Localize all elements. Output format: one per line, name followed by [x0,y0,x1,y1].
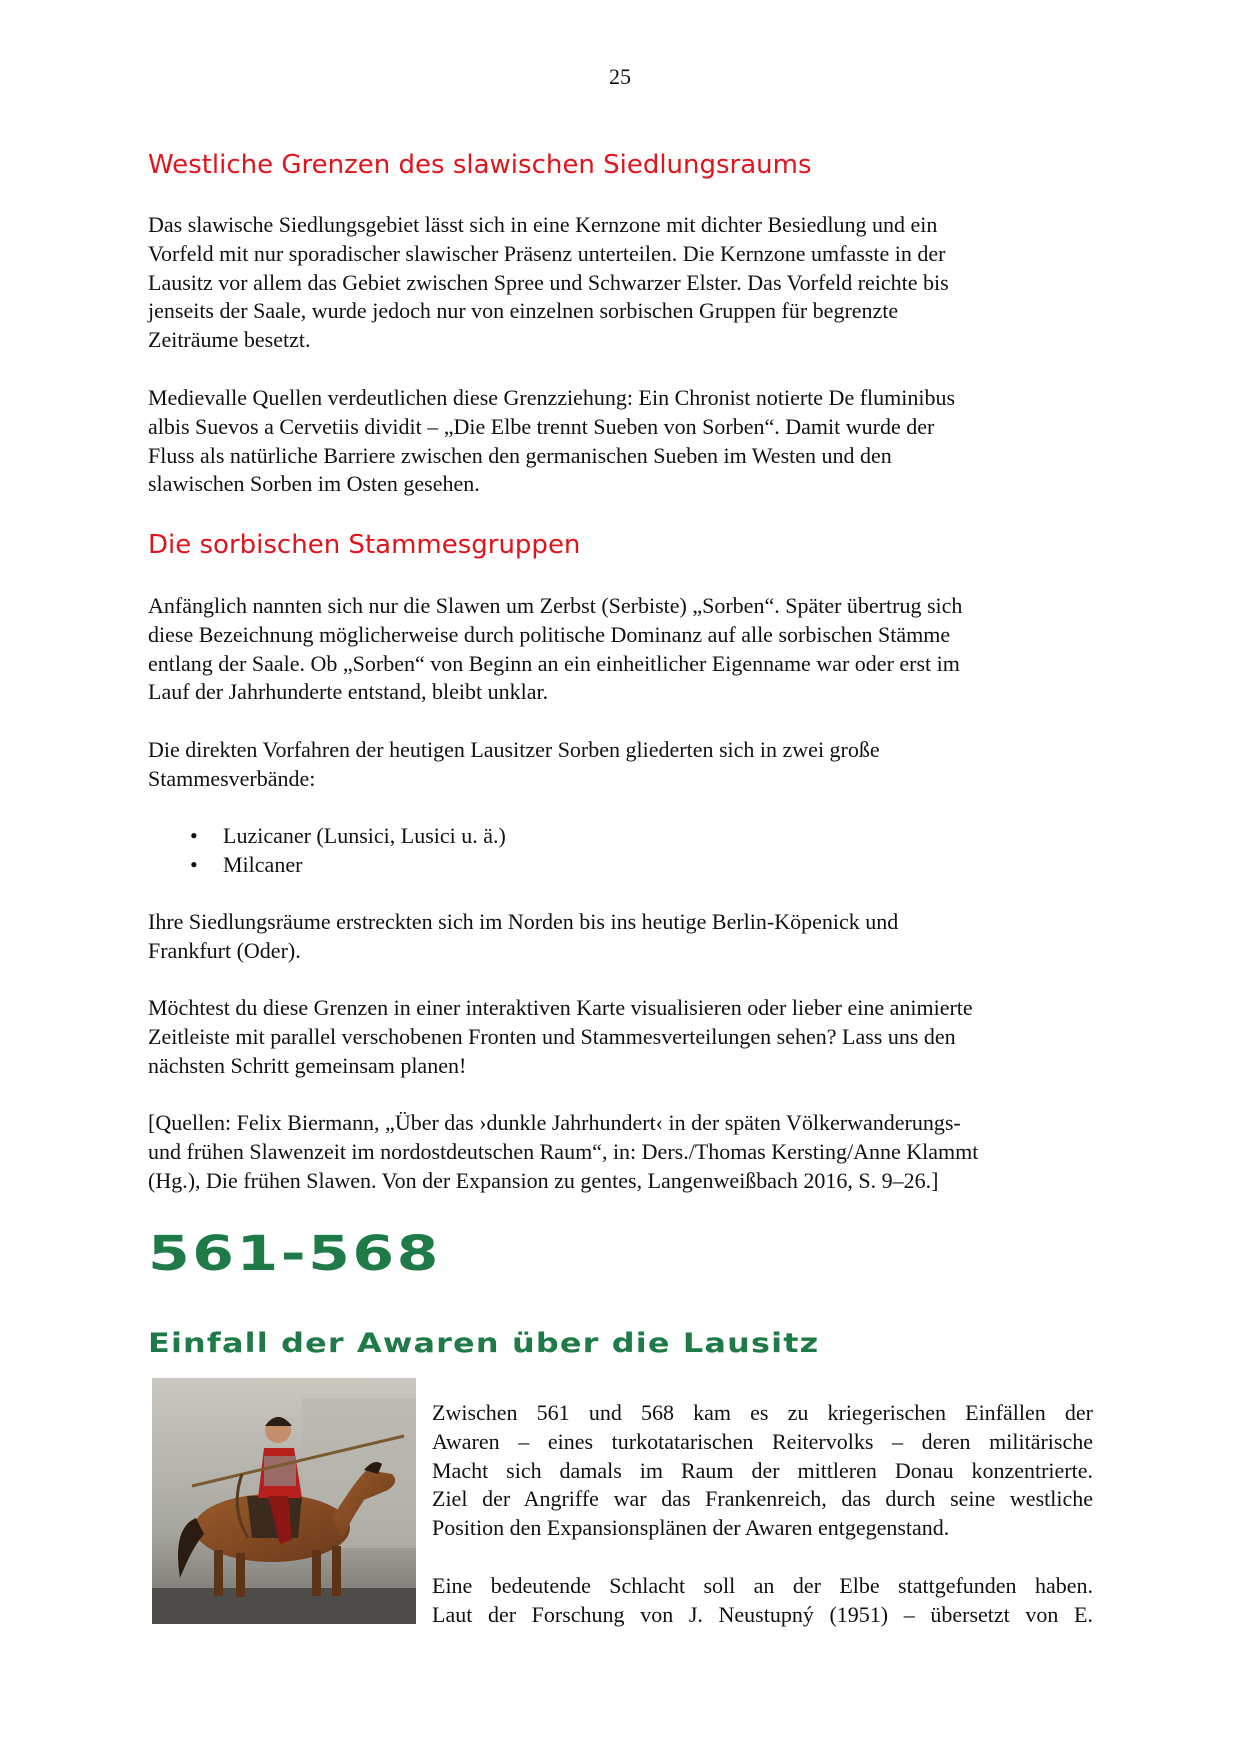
year-range-heading: 561-568 [148,1226,441,1282]
paragraph-sorben-name [148,592,1093,707]
text-line: Ihre Siedlungsräume erstreckten sich im Norden bis ins heutige Berlin-Köpenick und [148,909,899,934]
text-line: Eine bedeutende Schlacht soll an der Elbe stattgefunden haben. [432,1573,1093,1598]
text-line: Frankfurt (Oder). [148,937,301,963]
list-item-label: Milcaner [223,851,303,877]
section-heading-awars: Einfall der Awaren über die Lausitz [148,1328,820,1359]
page-number: 25 [609,64,631,89]
text-line: Macht sich damals im Raum der mittleren Donau konzentrierte. [432,1457,1093,1483]
section-heading-sorbian-tribes: Die sorbischen Stammesgruppen [148,530,581,560]
text-line: Vorfeld mit nur sporadischer slawischer Präsenz unterteilen. Die Kernzone umfasste in der [148,240,946,266]
text-line: Fluss als natürliche Barriere zwischen den germanischen Sueben im Westen und den [148,442,892,468]
list-item [148,851,1048,880]
text-line: Stammesverbände: [148,765,316,791]
awar-horseman-image [152,1378,416,1624]
text-line: Position den Expansionsplänen der Awaren entgegenstand. [432,1515,950,1541]
text-line: Zwischen 561 und 568 kam es zu kriegerischen Einfällen der [432,1400,1093,1425]
text-line: Das slawische Siedlungsgebiet lässt sich in eine Kernzone mit dichter Besiedlung und ein [148,212,938,237]
text-line: diese Bezeichnung möglicherweise durch politische Dominanz auf alle sorbischen Stämme [148,621,951,647]
section-heading-west-borders: Westliche Grenzen des slawischen Siedlungsraums [148,150,812,180]
paragraph-settlement-areas [148,908,1093,966]
text-line: Zeitleiste mit parallel verschobenen Fronten und Stammesverteilungen sehen? Lass uns den [148,1023,956,1049]
text-line: und frühen Slawenzeit im nordostdeutschen Raum“, in: Ders./Thomas Kersting/Anne Klammt [148,1138,979,1164]
paragraph-awar-raids [432,1399,1093,1543]
text-line: [Quellen: Felix Biermann, „Über das ›dunkle Jahrhundert‹ in der späten Völkerwanderungs- [148,1110,961,1135]
text-line: Ziel der Angriffe war das Frankenreich, das durch seine westliche [432,1486,1093,1512]
text-line: Möchtest du diese Grenzen in einer interaktiven Karte visualisieren oder lieber eine animierte [148,995,973,1020]
paragraph-next-step-question [148,994,1093,1080]
bullet-icon: • [190,851,198,877]
text-line: Lauf der Jahrhunderte entstand, bleibt unklar. [148,679,549,705]
text-line: entlang der Saale. Ob „Sorben“ von Beginn an ein einheitlicher Eigenname war oder erst im [148,650,960,676]
text-line: nächsten Schritt gemeinsam planen! [148,1052,467,1078]
tribe-list [148,822,1048,880]
text-line: Die direkten Vorfahren der heutigen Lausitzer Sorben gliederten sich in zwei große [148,737,880,762]
text-line: albis Suevos a Cervetiis dividit – „Die Elbe trennt Sueben von Sorben“. Damit wurde der [148,413,935,439]
text-line: Awaren – eines turkotatarischen Reitervolks – deren militärische [432,1428,1093,1454]
list-item [148,822,1048,851]
list-item-label: Luzicaner (Lunsici, Lusici u. ä.) [223,823,506,848]
text-line: Laut der Forschung von J. Neustupný (1951) – übersetzt von E. [432,1601,1093,1627]
paragraph-settlement-zones [148,211,1093,355]
paragraph-elbe-battle [432,1572,1093,1630]
text-line: Medievalle Quellen verdeutlichen diese Grenzziehung: Ein Chronist notierte De fluminibus [148,385,956,410]
text-line: jenseits der Saale, wurde jedoch nur von einzelnen sorbischen Gruppen für begrenzte [148,298,899,324]
paragraph-sources [148,1109,1093,1195]
paragraph-ancestors [148,736,1093,794]
bullet-icon: • [190,823,198,848]
text-line: Anfänglich nannten sich nur die Slawen um Zerbst (Serbiste) „Sorben“. Später übertrug sich [148,593,963,618]
paragraph-medieval-sources [148,384,1093,499]
text-line: slawischen Sorben im Osten gesehen. [148,471,480,497]
text-line: Lausitz vor allem das Gebiet zwischen Spree und Schwarzer Elster. Das Vorfeld reichte bis [148,269,949,295]
text-line: Zeiträume besetzt. [148,327,311,353]
text-line: (Hg.), Die frühen Slawen. Von der Expansion zu gentes, Langenweißbach 2016, S. 9–26.] [148,1167,939,1193]
